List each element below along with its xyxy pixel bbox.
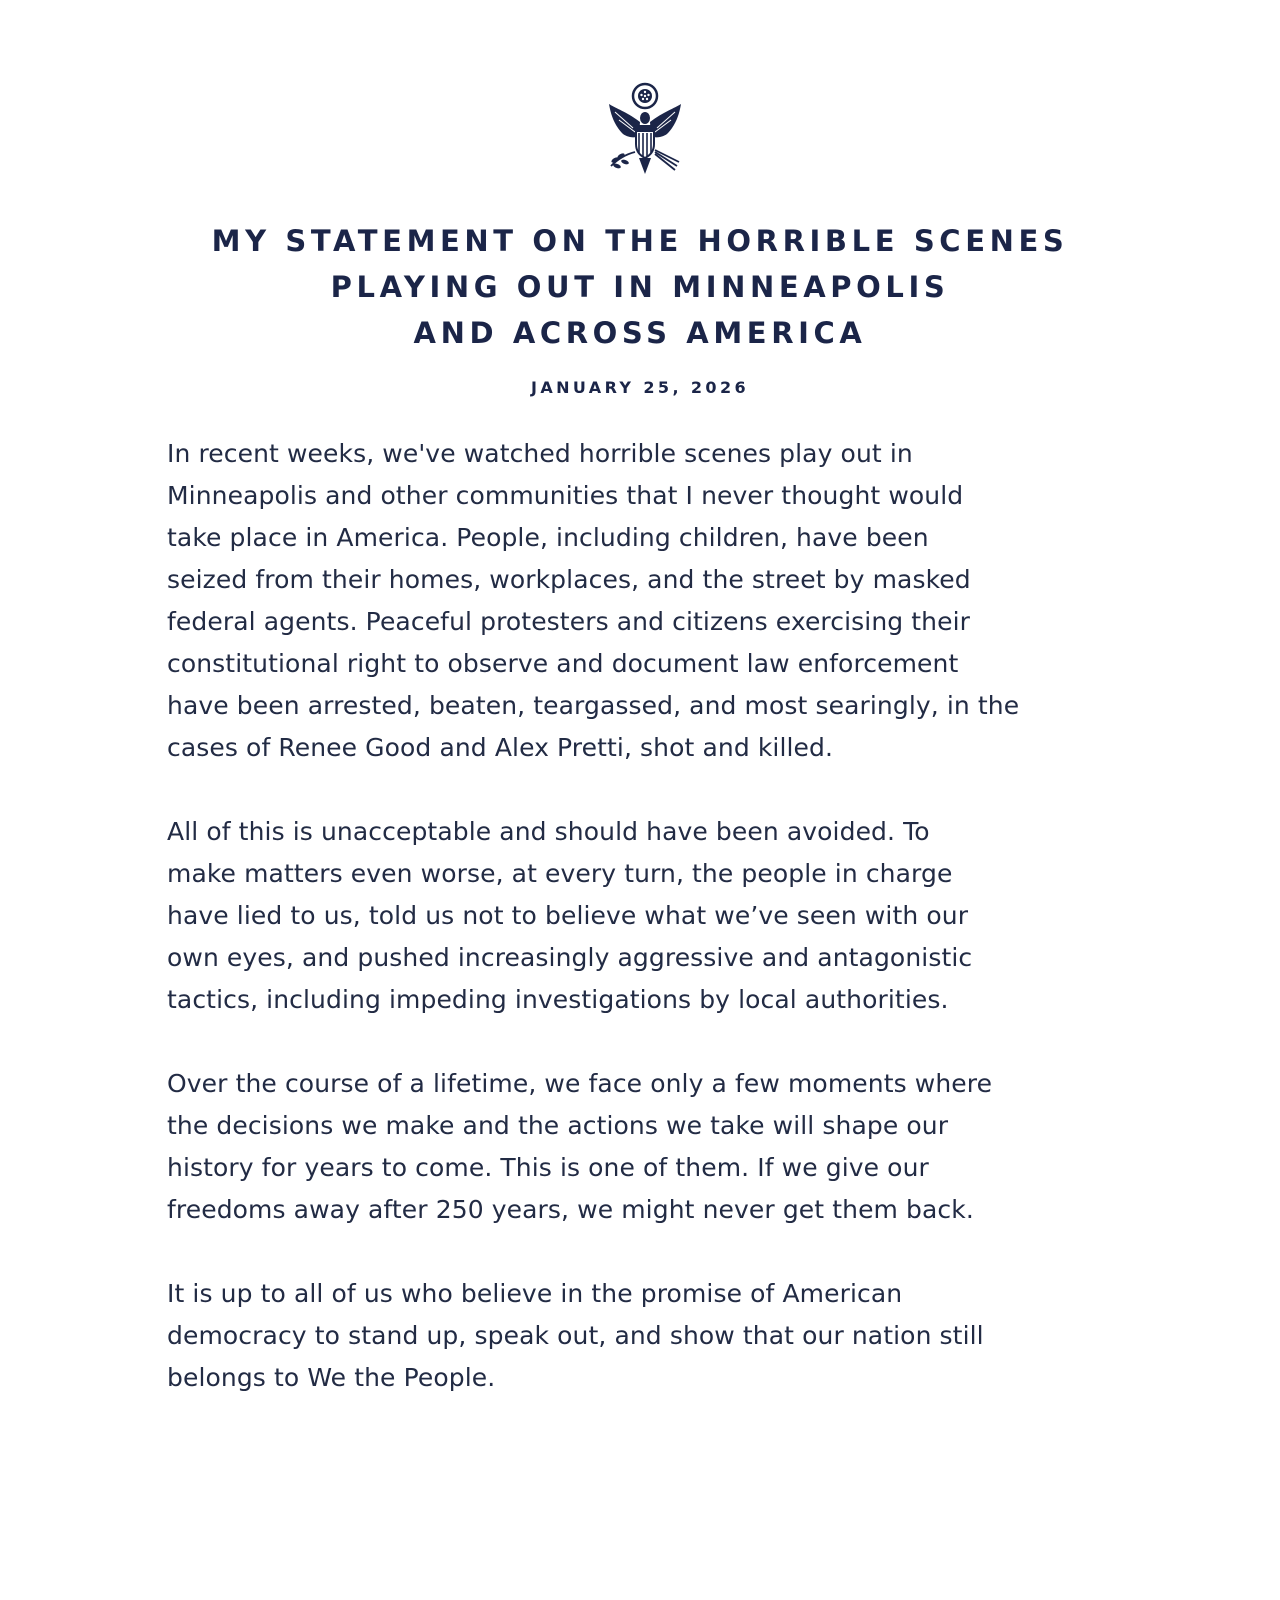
- body-line: democracy to stand up, speak out, and show that our nation still: [167, 1321, 984, 1350]
- body-line: have been arrested, beaten, teargassed, and most searingly, in the: [167, 691, 1020, 720]
- body-line: constitutional right to observe and document law enforcement: [167, 649, 959, 678]
- body-line: take place in America. People, including children, have been: [167, 523, 929, 552]
- eagle-seal-icon: [605, 82, 685, 178]
- body-line: seized from their homes, workplaces, and the street by masked: [167, 565, 971, 594]
- title-line-2: PLAYING OUT IN MINNEAPOLIS: [330, 270, 950, 304]
- body-line: Minneapolis and other communities that I never thought would: [167, 481, 964, 510]
- body-line: Over the course of a lifetime, we face only a few moments where: [167, 1069, 993, 1098]
- body-line: All of this is unacceptable and should have been avoided. To: [167, 817, 930, 846]
- body-line: tactics, including impeding investigations by local authorities.: [167, 985, 949, 1014]
- statement-title: [0, 218, 1280, 356]
- body-line: federal agents. Peaceful protesters and citizens exercising their: [167, 607, 971, 636]
- body-line: It is up to all of us who believe in the promise of American: [167, 1279, 903, 1308]
- title-line-1: MY STATEMENT ON THE HORRIBLE SCENES: [211, 224, 1069, 258]
- paragraph-1: [167, 433, 1147, 769]
- statement-body: [167, 433, 1147, 1441]
- paragraph-4: [167, 1273, 1147, 1399]
- body-line: cases of Renee Good and Alex Pretti, shot and killed.: [167, 733, 834, 762]
- paragraph-2: [167, 811, 1147, 1021]
- paragraph-3: [167, 1063, 1147, 1231]
- body-line: freedoms away after 250 years, we might never get them back.: [167, 1195, 974, 1224]
- body-line: own eyes, and pushed increasingly aggressive and antagonistic: [167, 943, 973, 972]
- body-line: make matters even worse, at every turn, the people in charge: [167, 859, 953, 888]
- statement-date: JANUARY 25, 2026: [530, 378, 750, 397]
- body-line: history for years to come. This is one of them. If we give our: [167, 1153, 929, 1182]
- body-line: the decisions we make and the actions we take will shape our: [167, 1111, 949, 1140]
- body-line: In recent weeks, we've watched horrible scenes play out in: [167, 439, 913, 468]
- body-line: have lied to us, told us not to believe what we’ve seen with our: [167, 901, 969, 930]
- title-line-3: AND ACROSS AMERICA: [413, 316, 867, 350]
- body-line: belongs to We the People.: [167, 1363, 496, 1392]
